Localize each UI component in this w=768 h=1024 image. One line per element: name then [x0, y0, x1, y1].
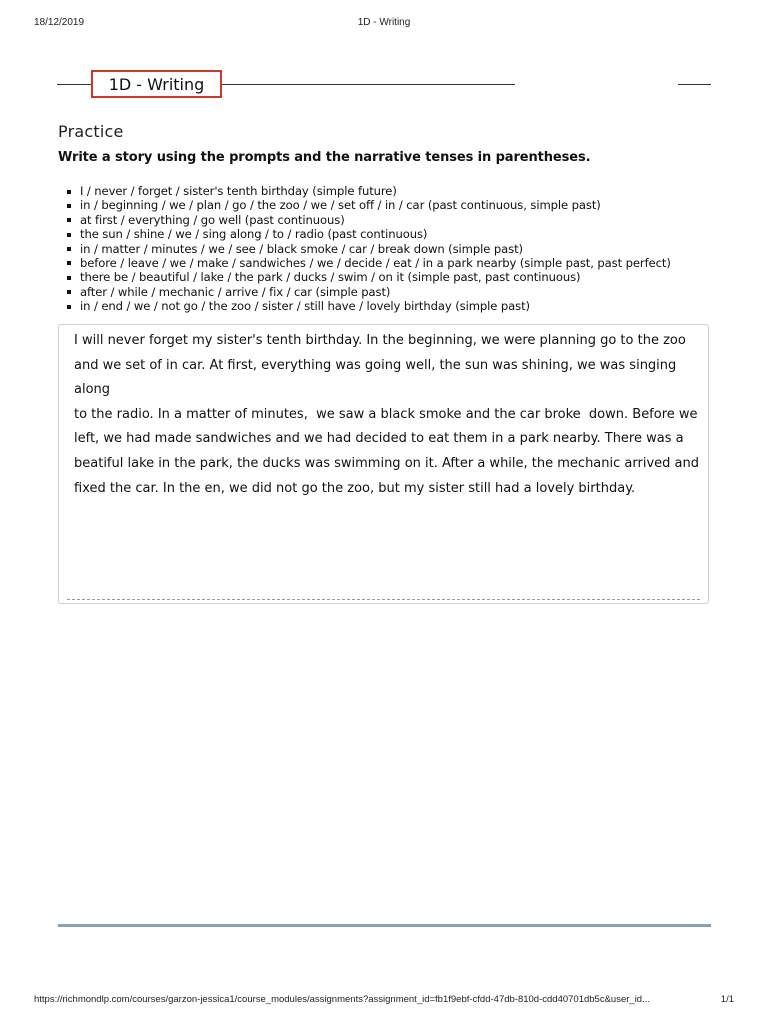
answer-line: to the radio. In a matter of minutes, we saw a black smoke and the car broke down. Before we — [74, 406, 698, 422]
answer-textarea[interactable] — [58, 324, 709, 604]
print-title: 1D - Writing — [357, 17, 411, 28]
title-rule-middle — [222, 84, 515, 85]
prompt-item: in / matter / minutes / we / see / black smoke / car / break down (simple past) — [80, 242, 671, 256]
page-title: 1D - Writing — [91, 70, 222, 98]
prompt-list — [80, 184, 671, 314]
prompt-item: at first / everything / go well (past continuous) — [80, 213, 671, 227]
footer-divider — [58, 924, 711, 927]
answer-line: and we set of in car. At first, everything was going well, the sun was shining, we was singing along — [74, 357, 681, 398]
print-page-number: 1/1 — [720, 994, 734, 1005]
answer-line: I will never forget my sister's tenth birthday. In the beginning, we were planning go to the zoo — [74, 333, 686, 348]
prompt-item: the sun / shine / we / sing along / to / radio (past continuous) — [80, 227, 671, 241]
prompt-item: I / never / forget / sister's tenth birthday (simple future) — [80, 184, 671, 198]
title-rule-left — [57, 84, 91, 85]
print-url: https://richmondlp.com/courses/garzon-jessica1/course_modules/assignments?assignment_id=fb1f9ebf-cfdd-47db-810d-cdd40701db5c&user_id... — [34, 994, 651, 1005]
textarea-resize-handle[interactable] — [67, 599, 700, 600]
answer-text[interactable] — [74, 329, 699, 501]
print-date: 18/12/2019 — [34, 17, 85, 28]
prompt-item: there be / beautiful / lake / the park / ducks / swim / on it (simple past, past continuous) — [80, 270, 671, 284]
answer-line: beatiful lake in the park, the ducks was swimming on it. After a while, the mechanic arrived and — [74, 455, 699, 471]
instructions: Write a story using the prompts and the narrative tenses in parentheses. — [58, 150, 591, 165]
prompt-item: before / leave / we / make / sandwiches / we / decide / eat / in a park nearby (simple past, past perfect) — [80, 255, 671, 270]
prompt-item: in / beginning / we / plan / go / the zoo / we / set off / in / car (past continuous, simple past) — [80, 198, 671, 212]
section-title: Practice — [58, 122, 124, 141]
prompt-item: in / end / we / not go / the zoo / sister / still have / lovely birthday (simple past) — [80, 299, 671, 313]
answer-line: fixed the car. In the en, we did not go the zoo, but my sister still had a lovely birthday. — [74, 480, 636, 496]
prompt-item: after / while / mechanic / arrive / fix / car (simple past) — [80, 285, 671, 299]
title-rule-right — [678, 84, 711, 85]
answer-line: left, we had made sandwiches and we had decided to eat them in a park nearby. There was a — [74, 431, 684, 447]
